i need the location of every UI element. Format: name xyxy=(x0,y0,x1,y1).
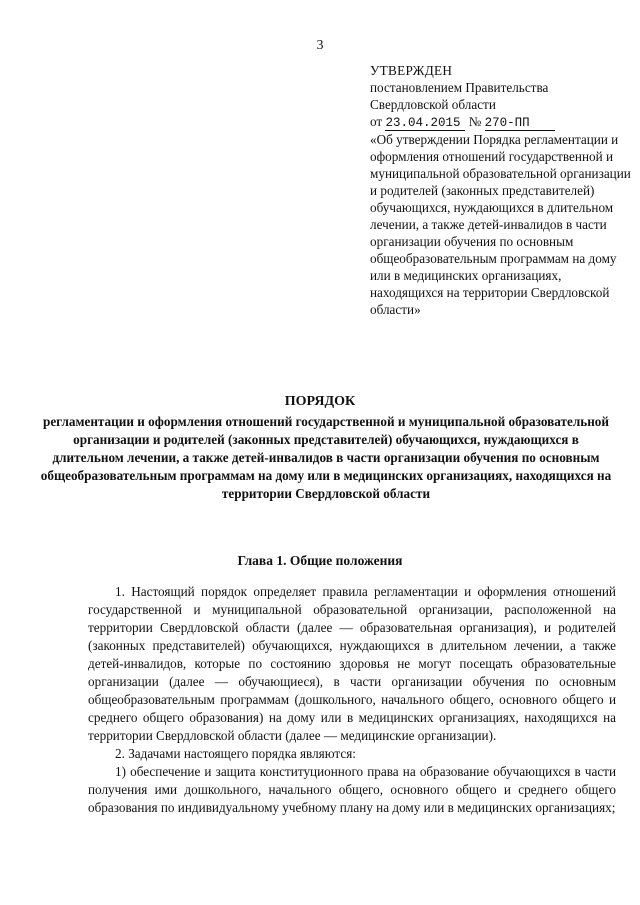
document-title: ПОРЯДОК xyxy=(284,394,356,409)
approval-stamp: УТВЕРЖДЕН xyxy=(370,63,453,78)
date-prefix: от xyxy=(370,114,383,129)
paragraph-1: 1. Настоящий порядок определяет правила регламентации и оформления отношений государственной и муниципальной образовательной организации, расположенной на территории Свердловской области (далее — образовательная организация), и родителей (законных представителей) обучающихся, нуждающихся в длительном лечении, а также детей-инвалидов, которые по состоянию здоровья не могут посещать образовательные организации (далее — обучающиеся), в части организации обучения по основным общеобразовательным программам (дошкольного, начального общего, основного общего и среднего общего образования) на дому или в медицинских организациях, находящихся на территории Свердловской области (далее — медицинские организации). xyxy=(88,584,616,743)
body-text xyxy=(88,583,616,817)
approval-block xyxy=(370,62,632,318)
paragraph-2: 2. Задачами настоящего порядка являются: xyxy=(115,746,356,761)
approval-date-number xyxy=(370,113,632,131)
approval-issuer: постановлением Правительства xyxy=(370,80,549,95)
chapter-heading: Глава 1. Общие положения xyxy=(237,553,403,568)
resolution-title: «Об утверждении Порядка регламентации и оформления отношений государственной и муниципальной образовательной организации и родителей (законных представителей) обучающихся, нуждающихся в длительном лечении, а также детей-инвалидов в части организации обучения по основным общеобразовательным программам на дому или в медицинских организациях, находящихся на территории Свердловской области» xyxy=(370,132,631,317)
approval-region: Свердловской области xyxy=(370,97,496,112)
document-subtitle: регламентации и оформления отношений государственной и муниципальной образовательной организации и родителей (законных представителей) обучающихся, нуждающихся в длительном лечении, а также детей-инвалидов в части организации обучения по основным общеобразовательным программам на дому или в медицинских организациях, находящихся на территории Свердловской области xyxy=(40,414,612,501)
number-prefix: № xyxy=(468,114,482,129)
paragraph-3: 1) обеспечение и защита конституционного права на образование обучающихся в части получения ими дошкольного, начального общего, основного общего и среднего общего образования по индивидуальному учебному плану на дому или в медицинских организациях; xyxy=(88,764,616,815)
resolution-number: 270-ПП xyxy=(485,116,555,131)
page-number: 3 xyxy=(316,38,324,53)
resolution-date: 23.04.2015 xyxy=(385,116,465,131)
